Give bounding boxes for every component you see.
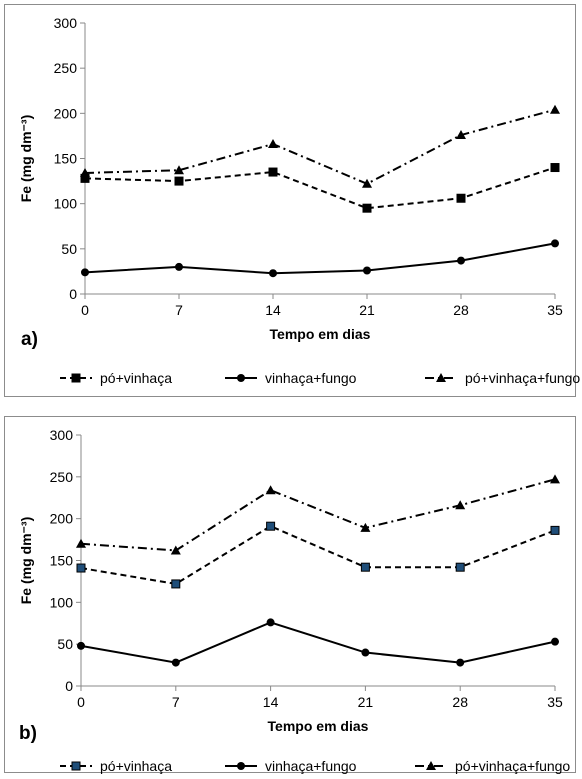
y-tick-label: 100 xyxy=(53,195,77,212)
series-0 xyxy=(81,164,559,213)
data-point xyxy=(175,177,183,185)
series-line xyxy=(85,110,555,184)
data-point xyxy=(175,263,183,271)
legend-marker xyxy=(72,762,80,770)
legend xyxy=(60,758,570,774)
x-tick-label: 28 xyxy=(452,694,468,710)
x-tick-label: 7 xyxy=(171,694,180,710)
x-tick-label: 35 xyxy=(547,302,563,318)
chart-b-svg xyxy=(5,417,577,774)
data-point xyxy=(267,618,275,626)
series-line xyxy=(81,479,555,550)
data-point xyxy=(363,267,371,275)
data-point xyxy=(268,139,278,148)
y-tick-label: 0 xyxy=(65,678,73,694)
series-2 xyxy=(76,474,560,554)
legend-label: vinhaça+fungo xyxy=(265,370,357,386)
x-tick-label: 0 xyxy=(77,694,85,710)
data-point xyxy=(551,164,559,172)
series-0 xyxy=(77,522,559,588)
data-point xyxy=(456,563,464,571)
x-tick-label: 21 xyxy=(359,302,375,318)
y-tick-label: 300 xyxy=(53,15,77,31)
series-1 xyxy=(81,239,559,277)
data-point xyxy=(457,194,465,202)
chart-a-svg xyxy=(5,5,581,398)
data-point xyxy=(269,269,277,277)
legend-marker xyxy=(237,762,245,770)
y-tick-label: 250 xyxy=(53,60,77,77)
y-tick-label: 0 xyxy=(69,286,77,302)
data-point xyxy=(77,564,85,572)
x-axis-title: Tempo em dias xyxy=(269,326,371,342)
legend-marker xyxy=(72,374,80,382)
series-2 xyxy=(80,105,560,188)
data-point xyxy=(363,204,371,212)
x-tick-label: 14 xyxy=(265,302,281,318)
series-1 xyxy=(77,618,559,666)
x-tick-label: 0 xyxy=(81,302,89,318)
data-point xyxy=(550,474,560,483)
legend-label: pó+vinhaça+fungo xyxy=(465,370,581,386)
data-point xyxy=(266,485,276,494)
data-point xyxy=(455,500,465,509)
data-point xyxy=(457,257,465,265)
x-tick-label: 35 xyxy=(547,694,563,710)
data-point xyxy=(456,659,464,667)
data-point xyxy=(550,105,560,114)
y-tick-label: 100 xyxy=(49,594,73,611)
series-line xyxy=(85,243,555,273)
chart-panel-a xyxy=(4,4,581,397)
data-point xyxy=(172,659,180,667)
data-point xyxy=(361,563,369,571)
y-tick-label: 150 xyxy=(49,552,73,569)
data-point xyxy=(81,268,89,276)
y-tick-label: 200 xyxy=(49,510,73,527)
series-line xyxy=(85,168,555,209)
data-point xyxy=(77,642,85,650)
y-tick-label: 250 xyxy=(49,468,73,485)
y-tick-label: 150 xyxy=(53,150,77,167)
data-point xyxy=(267,522,275,530)
legend-label: pó+vinhaça xyxy=(100,758,173,774)
y-axis-title: Fe (mg dm⁻³) xyxy=(18,516,34,605)
y-axis-title: Fe (mg dm⁻³) xyxy=(18,114,34,203)
panel-label: a) xyxy=(21,329,38,350)
x-tick-label: 14 xyxy=(262,694,279,710)
x-tick-label: 21 xyxy=(357,694,374,710)
y-tick-label: 300 xyxy=(49,427,73,443)
x-axis-title: Tempo em dias xyxy=(267,718,369,734)
data-point xyxy=(172,580,180,588)
panel-label: b) xyxy=(19,723,37,744)
y-tick-label: 200 xyxy=(53,105,77,122)
legend-marker xyxy=(237,374,245,382)
x-tick-label: 28 xyxy=(453,302,469,318)
data-point xyxy=(551,638,559,646)
series-line xyxy=(81,622,555,662)
legend-label: vinhaça+fungo xyxy=(265,758,357,774)
legend-label: pó+vinhaça+fungo xyxy=(455,758,571,774)
y-tick-label: 50 xyxy=(57,636,73,653)
legend xyxy=(60,370,580,386)
y-tick-label: 50 xyxy=(61,240,77,257)
x-tick-label: 7 xyxy=(175,302,183,318)
data-point xyxy=(361,649,369,657)
legend-label: pó+vinhaça xyxy=(100,370,173,386)
data-point xyxy=(551,526,559,534)
chart-panel-b xyxy=(4,416,576,773)
data-point xyxy=(269,168,277,176)
data-point xyxy=(171,545,181,554)
series-line xyxy=(81,526,555,584)
data-point xyxy=(551,239,559,247)
